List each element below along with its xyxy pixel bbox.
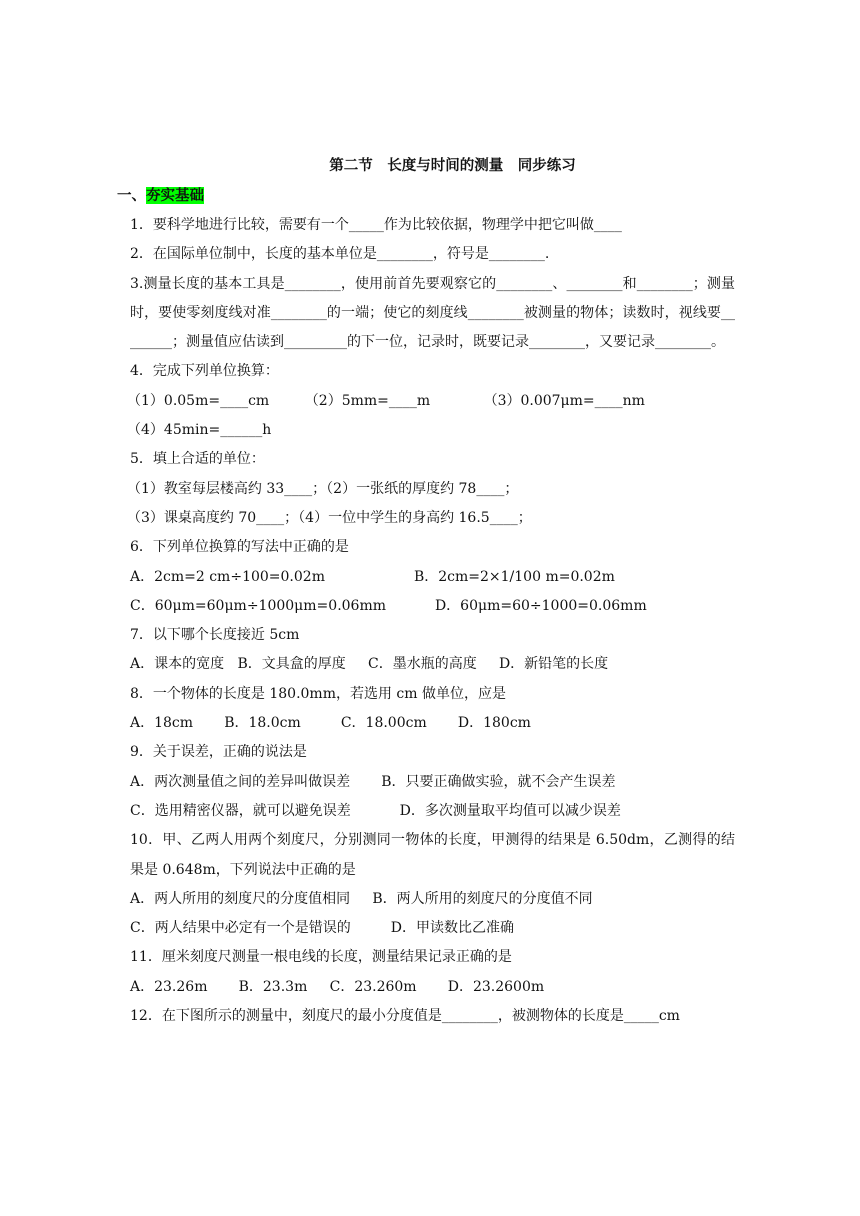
- question-9: 9．关于误差，正确的说法是: [130, 744, 307, 761]
- worksheet-page: [117, 155, 735, 1035]
- question-10-options-cd: C．两人结果中必定有一个是错误的 D．甲读数比乙准确: [130, 920, 514, 937]
- question-5-row-1: （1）教室每层楼高约 33____；（2）一张纸的厚度约 78____；: [127, 480, 519, 497]
- question-6-options-cd: C．60μm=60μm÷1000μm=0.06mm D．60μm=60÷1000=0.06mm: [130, 597, 647, 614]
- section-heading: [117, 185, 735, 207]
- question-7-options: A．课本的宽度 B．文具盒的厚度 C．墨水瓶的高度 D．新铅笔的长度: [130, 656, 609, 673]
- question-5-row-2: （3）课桌高度约 70____；（4）一位中学生的身高约 16.5____；: [127, 509, 532, 526]
- question-2: 2．在国际单位制中，长度的基本单位是________，符号是________.: [130, 246, 550, 263]
- question-6: 6．下列单位换算的写法中正确的是: [130, 539, 349, 556]
- question-12: 12．在下图所示的测量中，刻度尺的最小分度值是________，被测物体的长度是_____cm: [130, 1008, 680, 1025]
- section-label-highlighted: 夯实基础: [146, 187, 204, 204]
- question-1: 1．要科学地进行比较，需要有一个_____作为比较依据，物理学中把它叫做____: [130, 217, 622, 233]
- question-11-options: A．23.26m B．23.3m C．23.260m D．23.2600m: [130, 978, 545, 995]
- section-prefix: 一、: [117, 187, 146, 204]
- question-10: 10．甲、乙两人用两个刻度尺，分别测同一物体的长度，甲测得的结果是 6.50dm，乙测得的结果是 0.648m，下列说法中正确的是: [130, 832, 735, 878]
- question-8-options: A．18cm B．18.0cm C．18.00cm D．180cm: [130, 715, 531, 732]
- question-9-options-ab: A．两次测量值之间的差异叫做误差 B．只要正确做实验，就不会产生误差: [130, 773, 616, 790]
- page-title: 第二节 长度与时间的测量 同步练习: [329, 157, 576, 174]
- question-3: 3.测量长度的基本工具是________，使用前首先要观察它的________、________和________；测量时，要使零刻度线对准________的一端；使它的刻度线________被测量的物体；读数时，视线要________；测量值应估读到_________的下一位，记录时，既要记录________，又要记录________。: [130, 275, 735, 351]
- question-4-row-2: （4）45min=______h: [127, 422, 272, 439]
- question-7: 7．以下哪个长度接近 5cm: [130, 627, 300, 644]
- question-8: 8．一个物体的长度是 180.0mm，若选用 cm 做单位，应是: [130, 685, 507, 702]
- question-11: 11．厘米刻度尺测量一根电线的长度，测量结果记录正确的是: [130, 949, 512, 966]
- question-6-options-ab: A．2cm=2 cm÷100=0.02m B．2cm=2×1/100 m=0.02m: [130, 568, 615, 585]
- question-5: 5．填上合适的单位：: [130, 451, 265, 468]
- question-10-options-ab: A．两人所用的刻度尺的分度值相同 B．两人所用的刻度尺的分度值不同: [130, 890, 593, 907]
- question-9-options-cd: C．选用精密仪器，就可以避免误差 D．多次测量取平均值可以减少误差: [130, 802, 621, 819]
- question-4: 4．完成下列单位换算：: [130, 363, 279, 380]
- question-4-row-1: （1）0.05m=____cm （2）5mm=____m （3）0.007μm=____nm: [127, 392, 645, 409]
